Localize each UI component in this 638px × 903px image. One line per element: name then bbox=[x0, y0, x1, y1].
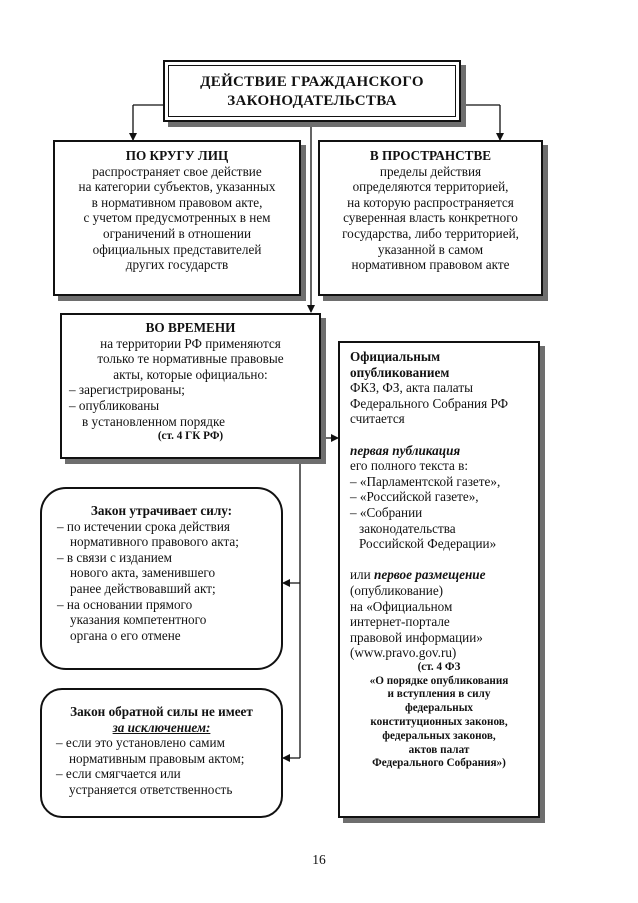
first-placement-label: первое размещение bbox=[374, 567, 486, 583]
space-line: указанной в самом bbox=[377, 241, 484, 257]
persons-heading: ПО КРУГУ ЛИЦ bbox=[125, 148, 229, 163]
persons-line: с учетом предусмотренных в нем bbox=[83, 210, 271, 226]
publication-reference-line: федеральных законов, bbox=[382, 729, 496, 742]
persons-box bbox=[53, 140, 301, 296]
space-line: государства, либо территорией, bbox=[342, 225, 519, 241]
publication-line: (опубликование) bbox=[350, 582, 444, 598]
retroactive-box bbox=[40, 688, 283, 818]
space-line: суверенная власть конкретного bbox=[343, 210, 518, 226]
persons-line: распространяет свое действие bbox=[92, 163, 262, 179]
space-line: определяются территорией, bbox=[352, 179, 509, 195]
persons-line: официальных представителей bbox=[92, 241, 262, 257]
publication-line: Федерального Собрания РФ bbox=[350, 395, 508, 411]
persons-line: в нормативном правовом акте, bbox=[91, 194, 263, 210]
space-line: пределы действия bbox=[379, 163, 482, 179]
persons-line: других государств bbox=[125, 257, 229, 273]
persons-line: на категории субъектов, указанных bbox=[78, 179, 276, 195]
publication-reference-line: федеральных bbox=[404, 702, 474, 715]
loses-force-box bbox=[40, 487, 283, 670]
time-line: – опубликованы bbox=[69, 397, 160, 413]
publication-line: интернет-портале bbox=[350, 614, 450, 630]
publication-line: его полного текста в: bbox=[350, 458, 469, 474]
publication-box bbox=[338, 341, 540, 818]
loses-force-line: нового акта, заменившего bbox=[70, 565, 216, 581]
loses-force-line: – по истечении срока действия bbox=[57, 518, 230, 534]
space-heading: В ПРОСТРАНСТВЕ bbox=[369, 148, 492, 163]
loses-force-heading: Закон утрачивает силу: bbox=[90, 503, 233, 518]
publication-line: ФКЗ, ФЗ, акта палаты bbox=[350, 380, 473, 396]
loses-force-line: – на основании прямого bbox=[57, 596, 193, 612]
retroactive-line: нормативным правовым актом; bbox=[69, 750, 245, 766]
loses-force-line: указания компетентного bbox=[70, 612, 207, 628]
publication-line: правовой информации» bbox=[350, 629, 483, 645]
title-box bbox=[163, 60, 461, 122]
retroactive-line: – если это установлено самим bbox=[56, 735, 225, 751]
persons-line: ограничений в отношении bbox=[102, 225, 252, 241]
publication-reference: (ст. 4 ФЗ bbox=[417, 660, 461, 673]
retroactive-heading: Закон обратной силы не имеет bbox=[70, 704, 253, 719]
title-line-1: ДЕЙСТВИЕ ГРАЖДАНСКОГО bbox=[200, 74, 424, 90]
time-box bbox=[60, 313, 321, 459]
space-box bbox=[318, 140, 543, 296]
retroactive-line: устраняется ответственность bbox=[69, 781, 233, 797]
time-line: на территории РФ применяются bbox=[100, 335, 281, 351]
publication-reference-line: «О порядке опубликования bbox=[369, 674, 509, 687]
space-line: на которую распространяется bbox=[347, 194, 514, 210]
publication-line: считается bbox=[350, 411, 405, 427]
publication-line: – «Парламентской газете», bbox=[350, 473, 501, 489]
time-line: акты, которые официально: bbox=[113, 366, 268, 382]
publication-line: Российской Федерации» bbox=[359, 536, 497, 552]
time-line: только те нормативные правовые bbox=[97, 351, 284, 367]
time-reference: (ст. 4 ГК РФ) bbox=[157, 430, 224, 443]
loses-force-line: органа о его отмене bbox=[70, 627, 181, 643]
time-line: в установленном порядке bbox=[82, 413, 225, 429]
publication-reference-line: конституционных законов, bbox=[370, 716, 508, 729]
publication-or: или bbox=[350, 567, 371, 583]
publication-line: (www.pravo.gov.ru) bbox=[350, 645, 457, 661]
publication-reference-line: и вступления в силу bbox=[387, 688, 491, 701]
publication-line: – «Российской газете», bbox=[350, 489, 479, 505]
loses-force-line: – в связи с изданием bbox=[57, 549, 173, 565]
retroactive-line: – если смягчается или bbox=[56, 766, 181, 782]
time-heading: ВО ВРЕМЕНИ bbox=[145, 320, 236, 335]
loses-force-line: нормативного правового акта; bbox=[70, 534, 239, 550]
space-line: нормативном правовом акте bbox=[351, 257, 510, 273]
publication-line: на «Официальном bbox=[350, 598, 453, 614]
loses-force-line: ранее действовавший акт; bbox=[70, 580, 216, 596]
retroactive-exceptions: за исключением: bbox=[112, 719, 211, 735]
first-publication-label: первая публикация bbox=[350, 442, 461, 458]
publication-lead: Официальным bbox=[350, 349, 441, 364]
publication-line: законодательства bbox=[359, 520, 456, 536]
title-line-2: ЗАКОНОДАТЕЛЬСТВА bbox=[227, 93, 397, 109]
publication-line: – «Собрании bbox=[350, 504, 423, 520]
page-number: 16 bbox=[312, 852, 326, 867]
publication-reference-line: Федерального Собрания») bbox=[372, 757, 506, 770]
publication-reference-line: актов палат bbox=[408, 743, 470, 756]
time-line: – зарегистрированы; bbox=[69, 382, 185, 398]
publication-alt-line bbox=[350, 567, 538, 583]
publication-lead: опубликованием bbox=[350, 364, 450, 380]
